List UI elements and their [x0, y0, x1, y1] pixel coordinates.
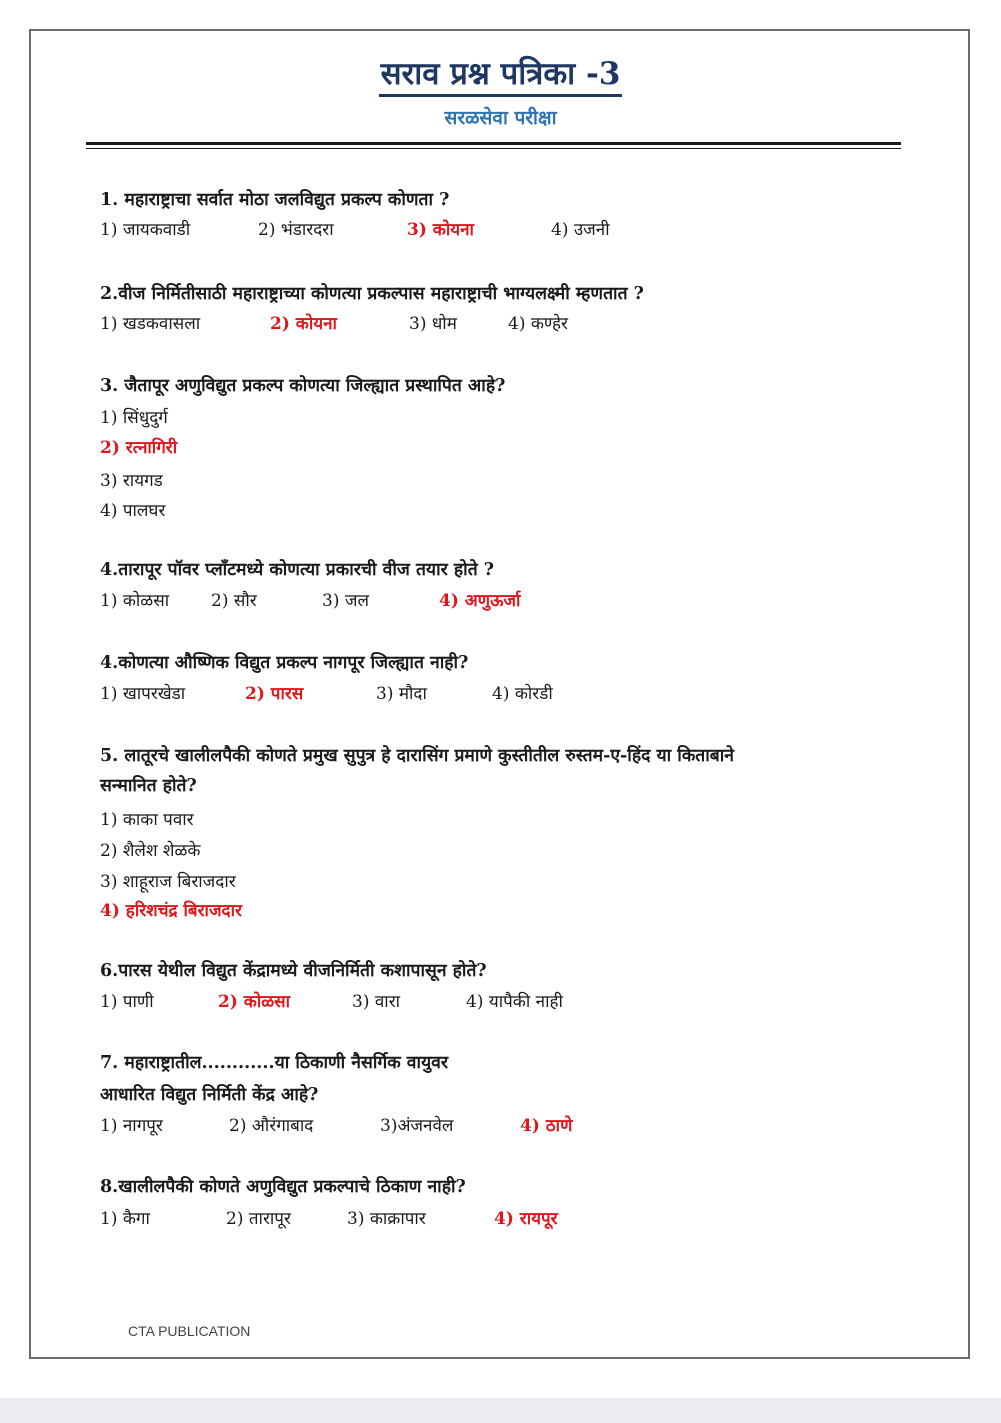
option: 1) काका पवार: [100, 810, 194, 830]
option: 2) सौर: [211, 591, 257, 611]
option: 3) शाहूराज बिराजदार: [100, 872, 236, 892]
option: 1) खडकवासला: [100, 314, 201, 334]
option: 1) खापरखेडा: [100, 684, 186, 704]
option: 2) शैलेश शेळके: [100, 841, 201, 861]
correct-answer: 3) कोयना: [407, 220, 474, 240]
correct-answer: 2) रत्नागिरी: [100, 438, 178, 458]
question-text: 1. महाराष्ट्राचा सर्वात मोठा जलविद्युत प्रकल्प कोणता ?: [100, 190, 450, 210]
option: 1) कैगा: [100, 1209, 150, 1229]
correct-answer: 4) अणुऊर्जा: [439, 591, 521, 611]
option: 3)अंजनवेल: [380, 1116, 454, 1136]
option: 3) काक्रापार: [347, 1209, 426, 1229]
page-title: सराव प्रश्न पत्रिका -3: [0, 52, 1001, 94]
question-text: 4.कोणत्या औष्णिक विद्युत प्रकल्प नागपूर जिल्ह्यात नाही?: [100, 653, 469, 673]
option: 4) यापैकी नाही: [466, 992, 563, 1012]
question-text: 3. जैतापूर अणुविद्युत प्रकल्प कोणत्या जिल्ह्यात प्रस्थापित आहे?: [100, 376, 506, 396]
question-text: 2.वीज निर्मितीसाठी महाराष्ट्राच्या कोणत्या प्रकल्पास महाराष्ट्राची भाग्यलक्ष्मी म्हणतात ?: [100, 284, 644, 304]
option: 1) सिंधुदुर्ग: [100, 408, 168, 428]
question-text: 5. लातूरचे खालीलपैकी कोणते प्रमुख सुपुत्र हे दारासिंग प्रमाणे कुस्तीतील रुस्तम-ए-हिंद या किताबाने: [100, 746, 735, 766]
question-text: 8.खालीलपैकी कोणते अणुविद्युत प्रकल्पाचे ठिकाण नाही?: [100, 1177, 466, 1197]
option: 4) पालघर: [100, 501, 166, 521]
option: 3) धोम: [409, 314, 457, 334]
option: 4) कोरडी: [492, 684, 553, 704]
option: 1) जायकवाडी: [100, 220, 191, 240]
option: 3) वारा: [352, 992, 401, 1012]
correct-answer: 2) कोळसा: [218, 992, 291, 1012]
question-text-continued: सन्मानित होते?: [100, 776, 197, 796]
correct-answer: 4) हरिशचंद्र बिराजदार: [100, 901, 242, 921]
correct-answer: 2) पारस: [245, 684, 304, 704]
option: 3) रायगड: [100, 471, 163, 491]
option: 3) जल: [322, 591, 369, 611]
option: 1) पाणी: [100, 992, 154, 1012]
correct-answer: 4) रायपूर: [494, 1209, 558, 1229]
correct-answer: 4) ठाणे: [520, 1116, 573, 1136]
title-divider-thick: [86, 142, 901, 145]
option: 2) औरंगाबाद: [229, 1116, 314, 1136]
option: 4) कण्हेर: [508, 314, 568, 334]
title-divider-thin: [86, 148, 901, 149]
option: 3) मौदा: [376, 684, 427, 704]
question-text: 7. महाराष्ट्रातील............या ठिकाणी नैसर्गिक वायुवर: [100, 1053, 449, 1073]
question-text: 4.तारापूर पॉवर प्लाँटमध्ये कोणत्या प्रकारची वीज तयार होते ?: [100, 560, 495, 580]
option: 4) उजनी: [551, 220, 610, 240]
page-subtitle: सरळसेवा परीक्षा: [444, 107, 557, 129]
question-text-continued: आधारित विद्युत निर्मिती केंद्र आहे?: [100, 1085, 319, 1105]
publisher-footer: CTA PUBLICATION: [128, 1323, 251, 1339]
option: 2) तारापूर: [226, 1209, 291, 1229]
correct-answer: 2) कोयना: [270, 314, 337, 334]
option: 1) कोळसा: [100, 591, 170, 611]
question-text: 6.पारस येथील विद्युत केंद्रामध्ये वीजनिर्मिती कशापासून होते?: [100, 961, 487, 981]
option: 2) भंडारदरा: [258, 220, 334, 240]
option: 1) नागपूर: [100, 1116, 163, 1136]
